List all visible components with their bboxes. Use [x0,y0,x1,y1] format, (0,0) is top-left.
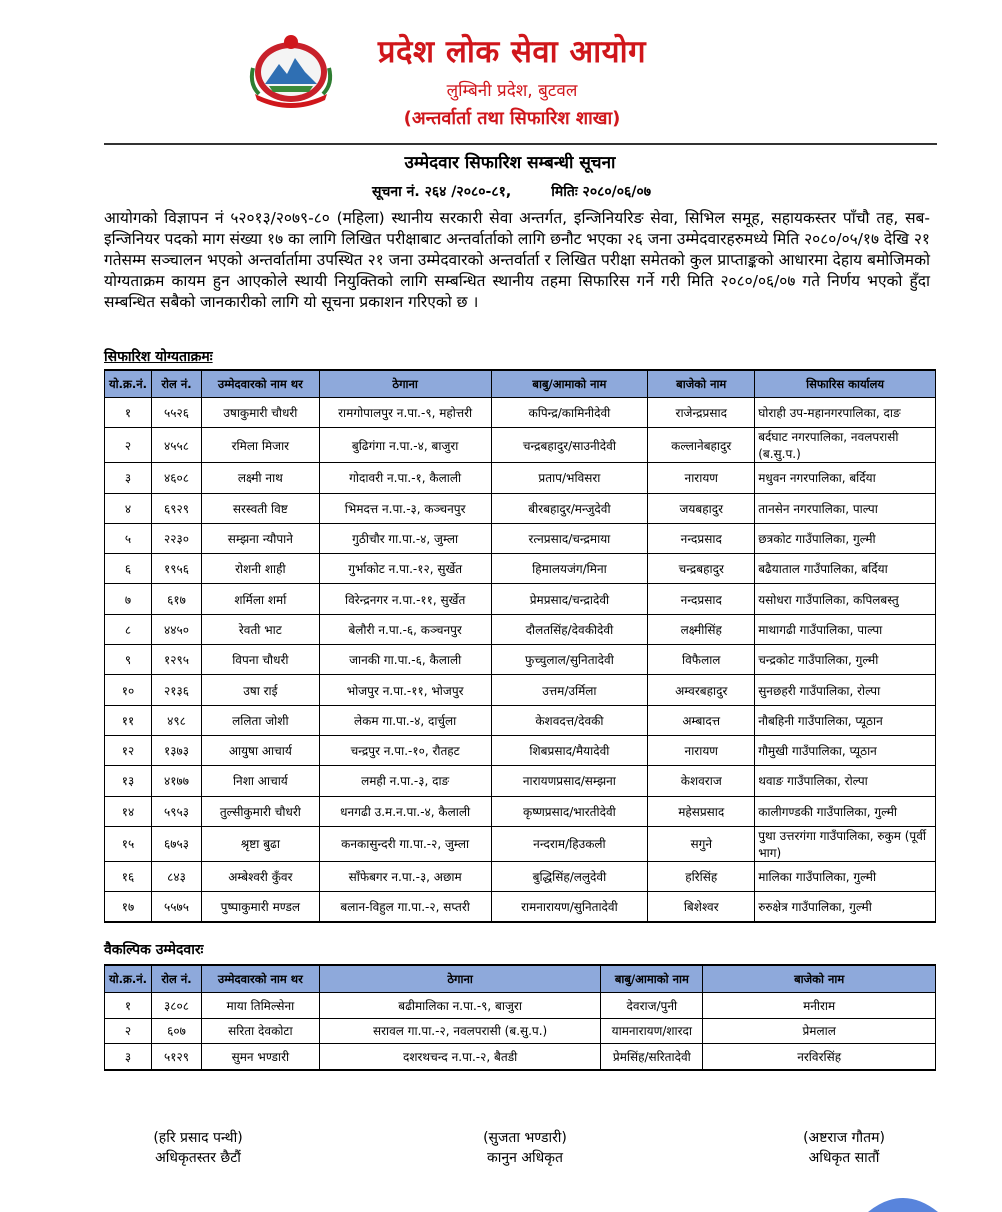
signatory-title: अधिकृतस्तर छैटौं [155,1150,241,1166]
table-row [105,523,936,553]
table-cell: बिशेश्वर [648,892,755,923]
table-cell: रत्नप्रसाद/चन्द्रमाया [491,523,648,553]
table-cell: बीरबहादुर/मन्जुदेवी [491,493,648,523]
table-cell: नारायण [648,463,755,493]
table-cell: ४६०८ [151,463,201,493]
table-cell: १ [105,993,152,1019]
column-header: बाजेको नाम [648,370,755,398]
table-cell: मनीराम [703,993,936,1019]
table-cell: देवराज/पुनी [601,993,703,1019]
table-cell: गोदावरी न.पा.-१, कैलाली [319,463,491,493]
table-cell: ८ [105,614,152,644]
table-cell: थवाङ गाउँपालिका, रोल्पा [755,766,936,796]
table-cell: अम्बेश्वरी कुँवर [201,861,319,891]
table-cell: उषा राई [201,675,319,705]
table-cell: २ [105,1018,152,1044]
recommended-heading: सिफारिश योग्यताक्रमः [104,349,213,365]
table-cell: १३ [105,766,152,796]
table-row [105,796,936,826]
table-cell: विरेन्द्रनगर न.पा.-११, सुर्खेत [319,584,491,614]
table-row [105,675,936,705]
table-cell: नारायण [648,735,755,765]
table-cell: प्रताप/भविसरा [491,463,648,493]
table-cell: तुल्सीकुमारी चौधरी [201,796,319,826]
table-cell: सरस्वती विष्ट [201,493,319,523]
signatory-title: कानुन अधिकृत [486,1150,564,1166]
table-cell: लमही न.पा.-३, दाङ [319,766,491,796]
table-header-row [105,965,936,993]
table-cell: उषाकुमारी चौधरी [201,398,319,428]
table-cell: १० [105,675,152,705]
table-cell: कालीगण्डकी गाउँपालिका, गुल्मी [755,796,936,826]
table-cell: छत्रकोट गाउँपालिका, गुल्मी [755,523,936,553]
table-cell: ५५७५ [151,892,201,923]
table-cell: ३ [105,1044,152,1070]
table-cell: जयबहादुर [648,493,755,523]
table-cell: गौमुखी गाउँपालिका, प्यूठान [755,735,936,765]
table-cell: रमिला मिजार [201,428,319,463]
table-cell: १९५६ [151,554,201,584]
notice-number: सूचना नं. २६४ /२०८०-८१, [372,184,512,200]
table-row [105,705,936,735]
table-cell: बुद्धिसिंह/ललुदेवी [491,861,648,891]
column-header: बाजेको नाम [703,965,936,993]
table-row [105,1018,936,1044]
table-cell: चन्द्रपुर न.पा.-१०, रौतहट [319,735,491,765]
table-cell: हरिसिंह [648,861,755,891]
table-header-row [105,370,936,398]
table-cell: सुनछहरी गाउँपालिका, रोल्पा [755,675,936,705]
signatory-name: (सुजता भण्डारी) [483,1130,567,1146]
table-cell: प्रेमप्रसाद/चन्द्रादेवी [491,584,648,614]
table-cell: बढैयाताल गाउँपालिका, बर्दिया [755,554,936,584]
notice-body: आयोगको विज्ञापन नं ५२०१३/२०७९-८० (महिला) स्थानीय सरकारी सेवा अन्तर्गत, इन्जिनियरिङ सेवा, सिभिल समूह, सहायकस्तर पाँचौ तह, सब-इन्जिनियर पदको माग संख्या १७ का लागि लिखित परीक्षाबाट अन्तर्वार्ताको लागि छनौट भएका २६ जना उम्मेदवारहरुमध्ये मिति २०८०/०५/१७ देखि २१ गतेसम्म सञ्चालन भएको अन्तर्वार्तामा उपस्थित २१ जना उम्मेदवारको अन्तर्वार्ता र लिखित परीक्षा समेतको कुल प्राप्ताङ्कको आधारमा देहाय बमोजिमको योग्यताक्रम कायम हुन आएकोले स्थायी नियुक्तिको लागि सम्बन्धित स्थानीय तहमा सिफारिस गर्ने गरी मिति २०८०/०६/०७ गते निर्णय भएको हुँदा सम्बन्धित सबैको जानकारीको लागि यो सूचना प्रकाशन गरिएको छ । [104,209,930,311]
table-cell: ५१२९ [151,1044,201,1070]
table-cell: १ [105,398,152,428]
column-header: उम्मेदवारको नाम थर [201,965,319,993]
table-cell: ४ [105,493,152,523]
table-cell: दशरथचन्द न.पा.-२, बैतडी [319,1044,601,1070]
table-cell: पुथा उत्तरगंगा गाउँपालिका, रुकुम (पूर्वी भाग) [755,826,936,861]
table-cell: राजेन्द्रप्रसाद [648,398,755,428]
signatory-name: (हरि प्रसाद पन्थी) [153,1130,243,1146]
table-cell: सुमन भण्डारी [201,1044,319,1070]
table-cell: विपना चौधरी [201,645,319,675]
table-cell: १६ [105,861,152,891]
table-cell: १५ [105,826,152,861]
table-cell: १३७३ [151,735,201,765]
table-cell: बढीमालिका न.पा.-९, बाजुरा [319,993,601,1019]
table-cell: अम्बादत्त [648,705,755,735]
table-cell: रोशनी शाही [201,554,319,584]
table-cell: जानकी गा.पा.-६, कैलाली [319,645,491,675]
table-cell: २१३६ [151,675,201,705]
table-cell: दौलतसिंह/देवकीदेवी [491,614,648,644]
table-cell: १२९५ [151,645,201,675]
table-cell: लक्ष्मीसिंह [648,614,755,644]
table-cell: नन्दप्रसाद [648,584,755,614]
table-row [105,428,936,463]
table-cell: ४९८ [151,705,201,735]
table-row [105,645,936,675]
table-row [105,766,936,796]
table-cell: सगुने [648,826,755,861]
table-cell: ललिता जोशी [201,705,319,735]
column-header: उम्मेदवारको नाम थर [201,370,319,398]
table-cell: भिमदत्त न.पा.-३, कञ्चनपुर [319,493,491,523]
table-row [105,826,936,861]
table-cell: बर्दघाट नगरपालिका, नवलपरासी (ब.सु.प.) [755,428,936,463]
table-cell: सरावल गा.पा.-२, नवलपरासी (ब.सु.प.) [319,1018,601,1044]
table-row [105,614,936,644]
table-cell: ६१७ [151,584,201,614]
branch-name: (अन्तर्वार्ता तथा सिफारिश शाखा) [403,108,621,129]
table-cell: ३ [105,463,152,493]
alternate-heading: वैकल्पिक उम्मेदवारः [104,942,204,958]
table-cell: ६०७ [151,1018,201,1044]
signatory-name: (अष्टराज गौतम) [803,1130,885,1146]
table-cell: विफैलाल [648,645,755,675]
alternate-table [104,964,936,1071]
table-cell: घोराही उप-महानगरपालिका, दाङ [755,398,936,428]
table-cell: उत्तम/उर्मिला [491,675,648,705]
table-cell: प्रेमसिंह/सरितादेवी [601,1044,703,1070]
table-cell: कपिन्द्र/कामिनीदेवी [491,398,648,428]
table-cell: माया तिमिल्सेना [201,993,319,1019]
table-cell: यसोधरा गाउँपालिका, कपिलबस्तु [755,584,936,614]
table-cell: लक्ष्मी नाथ [201,463,319,493]
table-cell: माथागढी गाउँपालिका, पाल्पा [755,614,936,644]
table-cell: अम्वरबहादुर [648,675,755,705]
table-row [105,398,936,428]
table-cell: ६ [105,554,152,584]
table-cell: प्रेमलाल [703,1018,936,1044]
table-cell: कल्लानेबहादुर [648,428,755,463]
table-cell: मालिका गाउँपालिका, गुल्मी [755,861,936,891]
table-cell: नारायणप्रसाद/सम्झना [491,766,648,796]
table-cell: ५९५३ [151,796,201,826]
table-cell: केशवदत्त/देवकी [491,705,648,735]
table-cell: २२३० [151,523,201,553]
table-cell: पुष्पाकुमारी मण्डल [201,892,319,923]
table-cell: नौबहिनी गाउँपालिका, प्यूठान [755,705,936,735]
signatory-title: अधिकृत सातौं [808,1150,880,1166]
table-cell: ३८०८ [151,993,201,1019]
table-cell: नन्दराम/हिउकली [491,826,648,861]
table-cell: मधुवन नगरपालिका, बर्दिया [755,463,936,493]
table-cell: बलान-विहुल गा.पा.-२, सप्तरी [319,892,491,923]
table-cell: धनगढी उ.म.न.पा.-४, कैलाली [319,796,491,826]
table-cell: ७ [105,584,152,614]
table-cell: ४४५० [151,614,201,644]
table-cell: नन्दप्रसाद [648,523,755,553]
header-divider [104,143,937,145]
table-cell: सम्झना न्यौपाने [201,523,319,553]
notice-date: मितिः २०८०/०६/०७ [551,184,652,200]
table-cell: नरविरसिंह [703,1044,936,1070]
table-cell: श्रृष्टा बुढा [201,826,319,861]
table-cell: ५५२६ [151,398,201,428]
table-cell: ४५५८ [151,428,201,463]
table-row [105,1044,936,1070]
corner-mark-icon [868,1188,938,1212]
table-cell: ६७५३ [151,826,201,861]
table-cell: ९ [105,645,152,675]
column-header: रोल नं. [151,370,201,398]
notice-title: उम्मेदवार सिफारिश सम्बन्धी सूचना [404,153,616,173]
column-header: यो.क्र.नं. [105,965,152,993]
table-cell: ८४३ [151,861,201,891]
recommended-table [104,369,936,923]
table-row [105,493,936,523]
table-cell: फुच्चुलाल/सुनितादेवी [491,645,648,675]
table-cell: रामनारायण/सुनितादेवी [491,892,648,923]
table-cell: निशा आचार्य [201,766,319,796]
table-cell: १७ [105,892,152,923]
signature-block [455,1128,595,1168]
table-cell: बुढिगंगा न.पा.-४, बाजुरा [319,428,491,463]
table-cell: ४१७७ [151,766,201,796]
table-cell: सरिता देवकोटा [201,1018,319,1044]
table-cell: चन्द्रकोट गाउँपालिका, गुल्मी [755,645,936,675]
table-cell: हिमालयजंग/मिना [491,554,648,584]
signature-block [774,1128,914,1168]
table-cell: आयुषा आचार्य [201,735,319,765]
table-row [105,861,936,891]
table-cell: महेसप्रसाद [648,796,755,826]
table-cell: केशवराज [648,766,755,796]
column-header: ठेगाना [319,965,601,993]
column-header: बाबु/आमाको नाम [491,370,648,398]
table-cell: भोजपुर न.पा.-११, भोजपुर [319,675,491,705]
table-cell: कृष्णप्रसाद/भारतीदेवी [491,796,648,826]
table-cell: शर्मिला शर्मा [201,584,319,614]
table-row [105,735,936,765]
table-cell: शिबप्रसाद/मैयादेवी [491,735,648,765]
table-row [105,892,936,923]
table-cell: यामनारायण/शारदा [601,1018,703,1044]
table-cell: लेकम गा.पा.-४, दार्चुला [319,705,491,735]
table-cell: रुरुक्षेत्र गाउँपालिका, गुल्मी [755,892,936,923]
table-row [105,554,936,584]
column-header: यो.क्र.नं. [105,370,152,398]
table-cell: चन्द्रबहादुर/साउनीदेवी [491,428,648,463]
table-cell: ५ [105,523,152,553]
table-cell: चन्द्रबहादुर [648,554,755,584]
column-header: ठेगाना [319,370,491,398]
column-header: रोल नं. [151,965,201,993]
table-cell: तानसेन नगरपालिका, पाल्पा [755,493,936,523]
org-title: प्रदेश लोक सेवा आयोग [377,34,647,70]
table-cell: गुर्भाकोट न.पा.-१२, सुर्खेत [319,554,491,584]
table-row [105,584,936,614]
table-cell: ६९२९ [151,493,201,523]
column-header: बाबु/आमाको नाम [601,965,703,993]
table-cell: २ [105,428,152,463]
notice-meta [372,182,651,201]
letterhead [0,0,1002,145]
signature-block [128,1128,268,1168]
table-cell: साँफेबगर न.पा.-३, अछाम [319,861,491,891]
column-header: सिफारिस कार्यालय [755,370,936,398]
table-row [105,463,936,493]
table-cell: रामगोपालपुर न.पा.-९, महोत्तरी [319,398,491,428]
table-cell: ११ [105,705,152,735]
table-cell: गुठीचौर गा.पा.-४, जुम्ला [319,523,491,553]
table-cell: १२ [105,735,152,765]
table-cell: रेवती भाट [201,614,319,644]
table-cell: कनकासुन्दरी गा.पा.-२, जुम्ला [319,826,491,861]
table-cell: १४ [105,796,152,826]
table-row [105,993,936,1019]
org-subtitle: लुम्बिनी प्रदेश, बुटवल [446,81,578,101]
table-cell: बेलौरी न.पा.-६, कञ्चनपुर [319,614,491,644]
